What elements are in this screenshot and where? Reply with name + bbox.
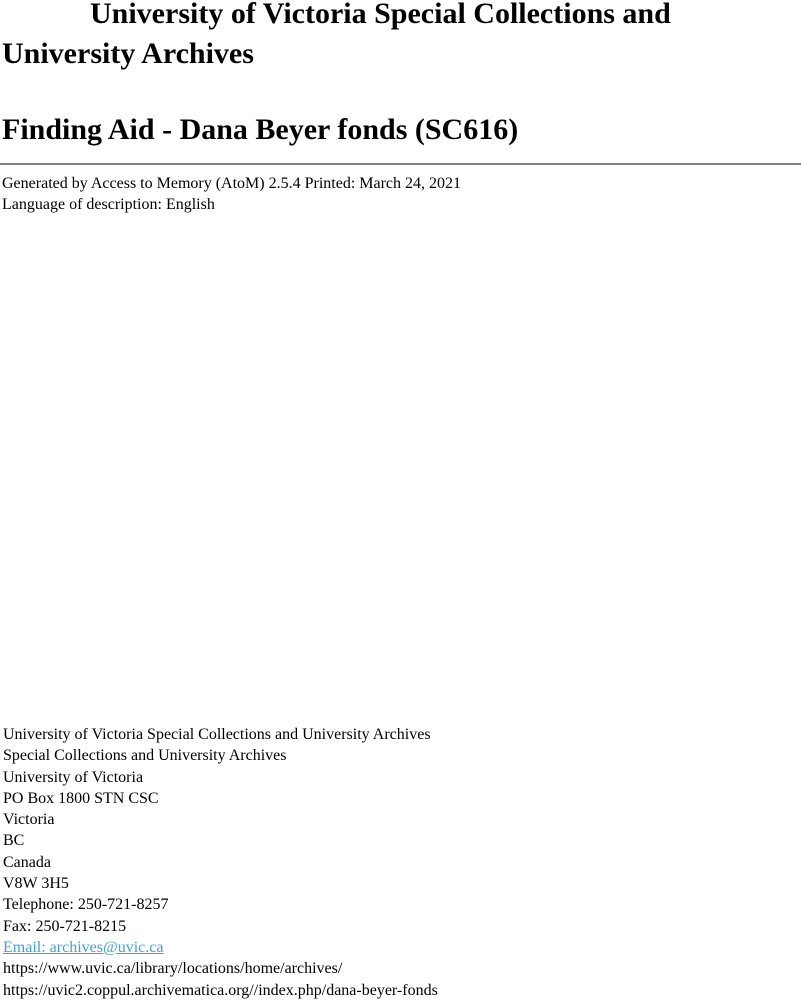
contact-block <box>3 724 438 1000</box>
institution-title: University of Victoria Special Collections and University Archives <box>2 0 671 70</box>
finding-aid-title: Finding Aid - Dana Beyer fonds (SC616) <box>2 113 519 146</box>
generated-by-line: Generated by Access to Memory (AtoM) 2.5.4 Printed: March 24, 2021 <box>2 175 462 192</box>
contact-line-po-box: PO Box 1800 STN CSC <box>3 789 159 807</box>
contact-line-institution: University of Victoria Special Collections and University Archives <box>3 726 431 743</box>
contact-line-email <box>3 937 438 958</box>
contact-line-fax: Fax: 250-721-8215 <box>3 917 127 935</box>
contact-line-country: Canada <box>3 853 51 871</box>
contact-line-website-url: https://www.uvic.ca/library/locations/home/archives/ <box>3 960 343 978</box>
horizontal-rule <box>0 163 801 165</box>
contact-line-city: Victoria <box>3 811 55 829</box>
email-link[interactable]: Email: archives@uvic.ca <box>3 938 164 956</box>
contact-line-telephone: Telephone: 250-721-8257 <box>3 896 169 914</box>
contact-line-department: Special Collections and University Archives <box>3 747 287 765</box>
contact-line-province: BC <box>3 832 25 850</box>
language-of-description-line: Language of description: English <box>2 196 215 214</box>
contact-line-university: University of Victoria <box>3 768 144 786</box>
contact-line-atom-url: https://uvic2.coppul.archivematica.org//index.php/dana-beyer-fonds <box>3 981 438 999</box>
contact-line-postal-code: V8W 3H5 <box>3 875 69 893</box>
generation-metadata <box>2 173 801 216</box>
